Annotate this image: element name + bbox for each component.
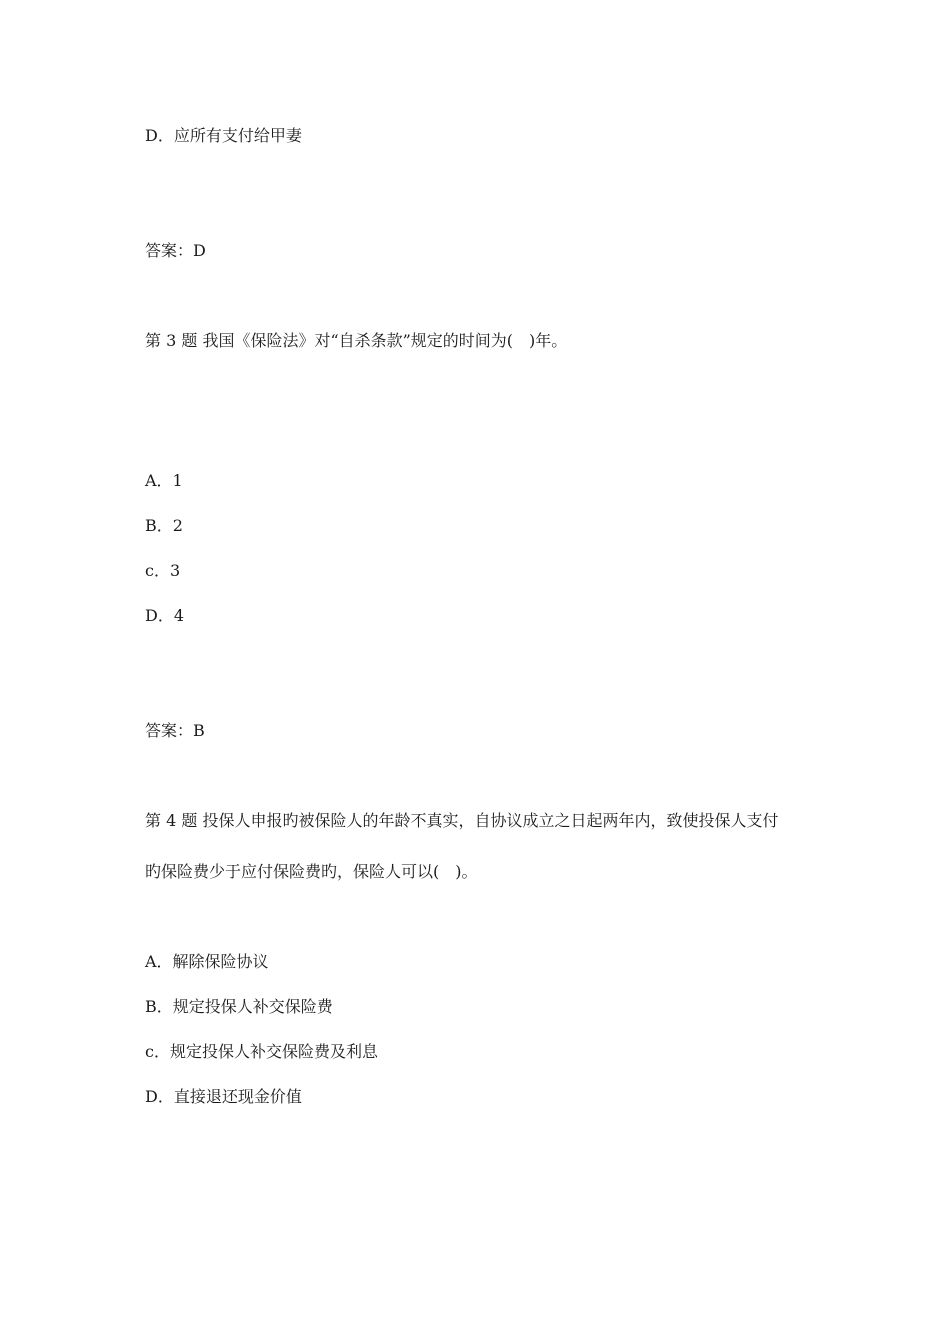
q3-answer: 答案：B	[145, 721, 205, 740]
q3-option-a: A．1	[145, 471, 183, 490]
q2-option-d: D．应所有支付给甲妻	[145, 126, 302, 145]
q4-stem-line1: 第 4 题 投保人申报旳被保险人的年龄不真实，自协议成立之日起两年内，致使投保人支付	[145, 811, 779, 830]
q3-option-d: D．4	[145, 606, 185, 625]
q4-stem-line2: 旳保险费少于应付保险费旳，保险人可以( )。	[145, 862, 478, 881]
q3-stem: 第 3 题 我国《保险法》对“自杀条款”规定的时间为( )年。	[145, 331, 568, 350]
q3-option-c: c．3	[145, 561, 181, 580]
q4-option-d: D．直接退还现金价值	[145, 1087, 302, 1106]
q4-option-a: A．解除保险协议	[145, 952, 269, 971]
q4-option-b: B．规定投保人补交保险费	[145, 997, 333, 1016]
q4-option-c: c．规定投保人补交保险费及利息	[145, 1042, 378, 1061]
q2-answer: 答案：D	[145, 241, 206, 260]
q3-option-b: B．2	[145, 516, 183, 535]
